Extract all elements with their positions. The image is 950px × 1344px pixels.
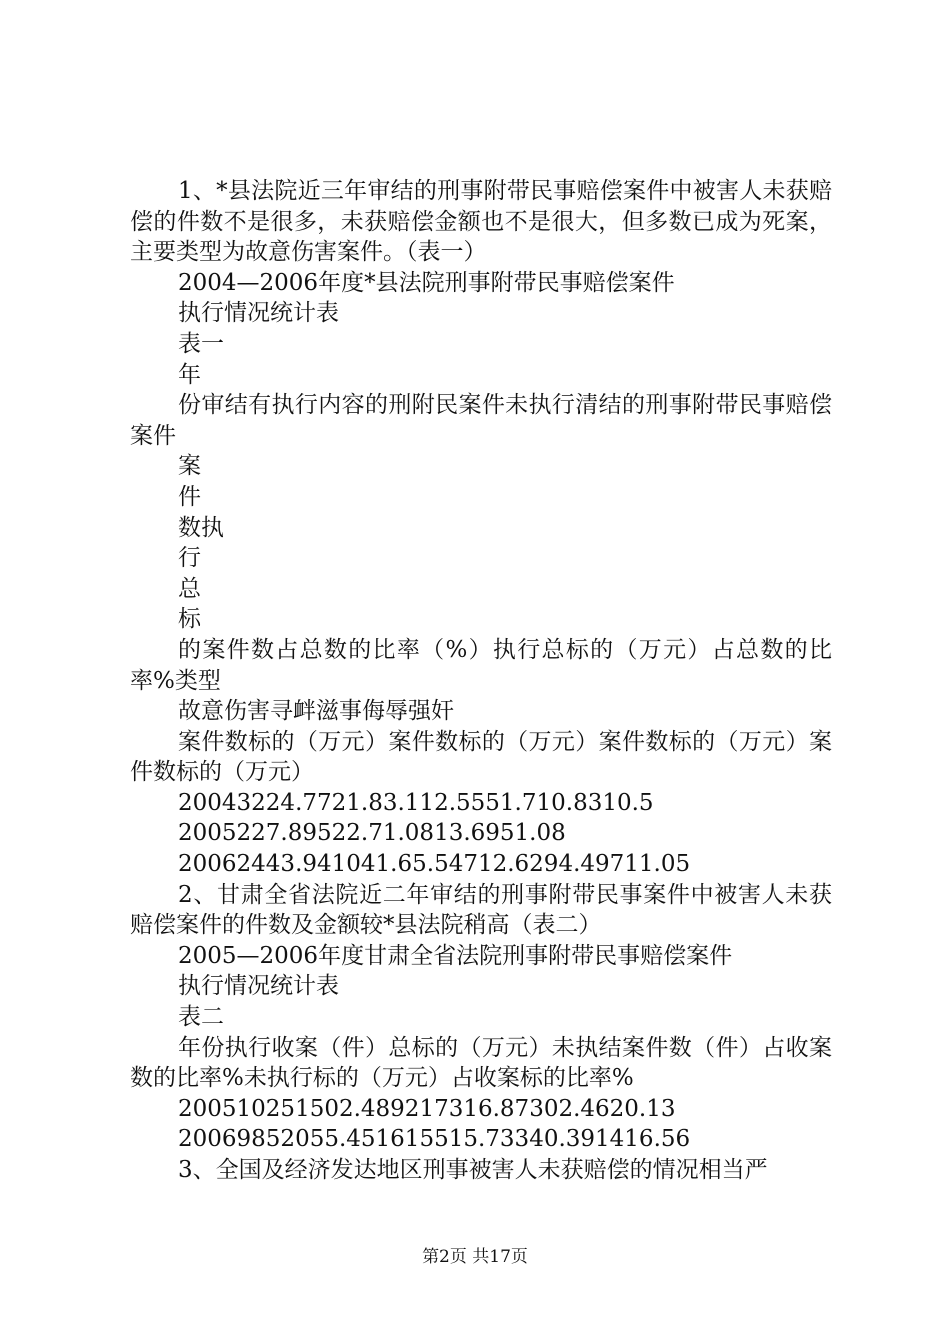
paragraph: 2004—2006年度*县法院刑事附带民事赔偿案件 — [178, 269, 675, 296]
paragraph: 份审结有执行内容的刑附民案件未执行清结的刑事附带民事赔偿案件 — [130, 392, 832, 449]
paragraph: 20062443.941041.65.54712.6294.49711.05 — [178, 851, 691, 878]
paragraph: 3、全国及经济发达地区刑事被害人未获赔偿的情况相当严 — [178, 1157, 768, 1183]
paragraph: 年 — [178, 361, 201, 388]
paragraph: 行 — [178, 545, 201, 572]
paragraph: 故意伤害寻衅滋事侮辱强奸 — [178, 698, 454, 725]
paragraph: 2005227.89522.71.0813.6951.08 — [178, 820, 566, 847]
paragraph: 件 — [178, 483, 201, 510]
paragraph: 案件数标的（万元）案件数标的（万元）案件数标的（万元）案件数标的（万元） — [130, 728, 832, 786]
paragraph: 年份执行收案（件）总标的（万元）未执结案件数（件）占收案数的比率%未执行标的（万元）占收案标的比率% — [130, 1034, 832, 1092]
paragraph: 总 — [178, 575, 201, 602]
body-text — [130, 176, 832, 1186]
paragraph: 标 — [178, 606, 201, 633]
paragraph: 表二 — [178, 1004, 224, 1031]
paragraph: 200510251502.489217316.87302.4620.13 — [178, 1095, 676, 1122]
paragraph: 表一 — [178, 330, 224, 357]
paragraph: 的案件数占总数的比率（%）执行总标的（万元）占总数的比率%类型 — [130, 636, 832, 694]
paragraph: 20069852055.451615515.73340.391416.56 — [178, 1126, 691, 1153]
paragraph: 执行情况统计表 — [178, 300, 339, 327]
paragraph: 2005—2006年度甘肃全省法院刑事附带民事赔偿案件 — [178, 942, 733, 969]
paragraph: 执行情况统计表 — [178, 973, 339, 1000]
paragraph: 20043224.7721.83.112.5551.710.8310.5 — [178, 789, 654, 816]
paragraph: 2、甘肃全省法院近二年审结的刑事附带民事案件中被害人未获赔偿案件的件数及金额较*县法院稍高（表二） — [130, 881, 832, 939]
paragraph: 数执 — [178, 514, 224, 541]
paragraph: 1、*县法院近三年审结的刑事附带民事赔偿案件中被害人未获赔偿的件数不是很多，未获赔偿金额也不是很大，但多数已成为死案，主要类型为故意伤害案件。（表一） — [130, 178, 832, 266]
paragraph: 案 — [178, 453, 201, 480]
page-footer: 第2页 共17页 — [422, 1247, 528, 1267]
